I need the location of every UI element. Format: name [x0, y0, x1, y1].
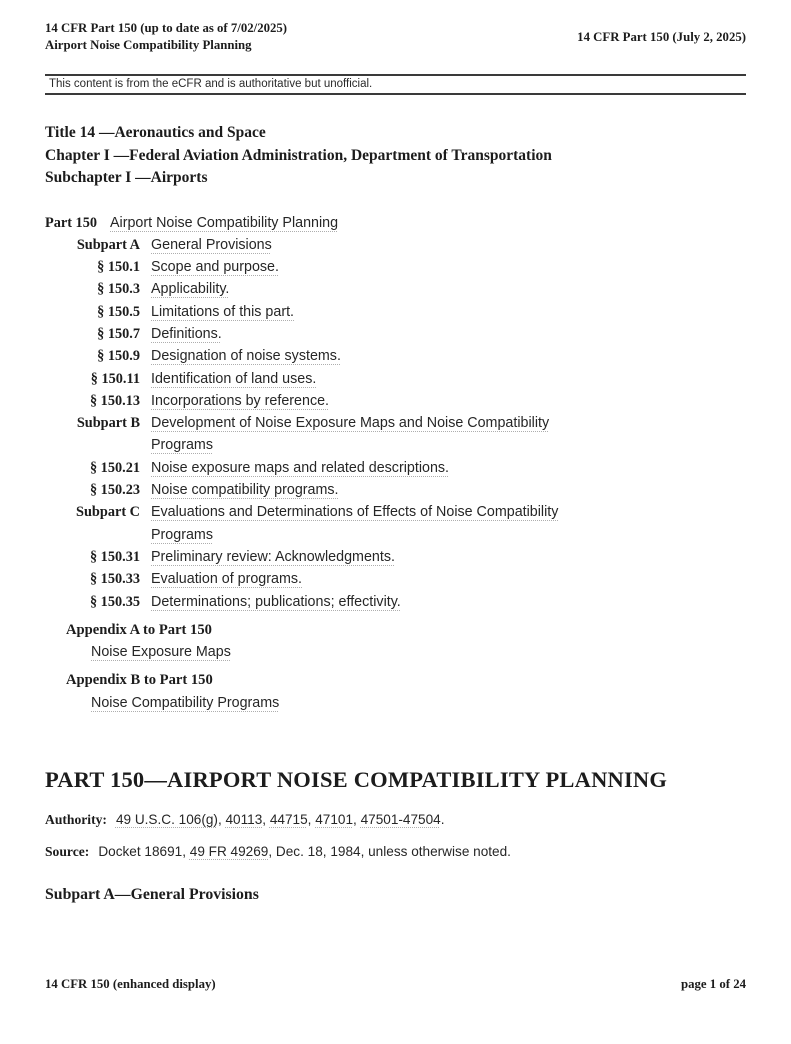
toc-link-150-21[interactable]: Noise exposure maps and related descriptions.	[151, 459, 450, 476]
toc-label: § 150.5	[97, 303, 140, 320]
appendix-b-label: Appendix B to Part 150	[66, 672, 213, 689]
toc-link-part-150[interactable]: Airport Noise Compatibility Planning	[110, 214, 339, 231]
toc-appendix-a	[45, 619, 746, 664]
toc-row-subpart	[45, 501, 746, 546]
toc-label: Subpart C	[76, 504, 140, 521]
toc-link-subpart-c[interactable]: Evaluations and Determinations of Effects of Noise Compatibility Programs	[151, 504, 559, 543]
toc-link-150-3[interactable]: Applicability.	[151, 281, 230, 298]
toc-link-150-23[interactable]: Noise compatibility programs.	[151, 482, 339, 499]
toc-link-appendix-b[interactable]: Noise Compatibility Programs	[91, 694, 280, 711]
hierarchy-subchapter: Subchapter I —Airports	[45, 169, 208, 186]
ecfr-disclaimer-banner: This content is from the eCFR and is authoritative but unofficial.	[45, 74, 746, 95]
toc-row-section	[45, 457, 746, 479]
appendix-a-link-line	[91, 641, 746, 663]
toc-link-150-1[interactable]: Scope and purpose.	[151, 259, 279, 276]
toc-label: § 150.35	[89, 593, 140, 610]
toc-label: Subpart B	[76, 415, 140, 432]
toc-row-section	[45, 323, 746, 345]
authority-label: Authority:	[45, 812, 107, 828]
toc-row-section	[45, 345, 746, 367]
toc-label: § 150.13	[89, 392, 140, 409]
subpart-a-heading: Subpart A—General Provisions	[45, 886, 259, 904]
toc-row-subpart	[45, 412, 746, 457]
footer-page-number: page 1 of 24	[680, 977, 746, 991]
toc-label: Subpart A	[76, 236, 140, 253]
toc-row-section	[45, 390, 746, 412]
authority-separator: ,	[353, 812, 361, 828]
toc-label: § 150.9	[97, 348, 140, 365]
toc-link-subpart-a[interactable]: General Provisions	[151, 236, 272, 253]
toc-label: § 150.31	[89, 548, 140, 565]
authority-line	[45, 811, 746, 829]
table-of-contents	[45, 212, 746, 715]
header-left	[45, 20, 287, 54]
authority-separator: ,	[217, 812, 226, 828]
toc-label: § 150.23	[89, 482, 140, 499]
authority-terminator: .	[440, 812, 445, 828]
source-label: Source:	[45, 844, 90, 860]
toc-row-section	[45, 278, 746, 300]
authority-separator: ,	[307, 812, 316, 828]
toc-label: § 150.11	[90, 370, 140, 387]
source-line	[45, 843, 746, 861]
toc-row-part	[45, 212, 746, 234]
appendix-a-label: Appendix A to Part 150	[66, 621, 212, 638]
toc-link-appendix-a[interactable]: Noise Exposure Maps	[91, 644, 231, 661]
toc-link-150-33[interactable]: Evaluation of programs.	[151, 571, 302, 588]
page-header	[45, 20, 746, 54]
document-page	[0, 20, 791, 1044]
part-heading: PART 150—AIRPORT NOISE COMPATIBILITY PLANNING	[45, 767, 668, 793]
source-link-fr[interactable]: 49 FR 49269	[189, 844, 269, 860]
toc-link-150-31[interactable]: Preliminary review: Acknowledgments.	[151, 548, 395, 565]
toc-row-section	[45, 479, 746, 501]
page-footer	[45, 977, 746, 992]
appendix-b-link-line	[91, 692, 746, 714]
authority-link-40113[interactable]: 40113	[225, 812, 263, 828]
toc-label: § 150.3	[97, 281, 140, 298]
toc-label: § 150.1	[97, 259, 140, 276]
footer-left: 14 CFR 150 (enhanced display)	[45, 977, 216, 991]
source-suffix: , Dec. 18, 1984, unless otherwise noted.	[268, 844, 511, 860]
hierarchy-title: Title 14 —Aeronautics and Space	[45, 124, 266, 141]
authority-link-usc[interactable]: 49 U.S.C. 106(g)	[115, 812, 218, 828]
header-right-citation: 14 CFR Part 150 (July 2, 2025)	[577, 29, 746, 44]
toc-link-150-35[interactable]: Determinations; publications; effectivity.	[151, 593, 401, 610]
authority-link-47501[interactable]: 47501-47504	[360, 812, 441, 828]
toc-label: § 150.21	[89, 459, 140, 476]
authority-separator: ,	[262, 812, 270, 828]
toc-row-section	[45, 568, 746, 590]
toc-label: § 150.7	[97, 325, 140, 342]
toc-link-150-9[interactable]: Designation of noise systems.	[151, 348, 341, 365]
toc-label: § 150.33	[89, 571, 140, 588]
toc-row-section	[45, 368, 746, 390]
hierarchy-chapter: Chapter I —Federal Aviation Administration, Department of Transportation	[45, 146, 552, 164]
toc-label: Part 150	[45, 214, 98, 231]
toc-link-150-13[interactable]: Incorporations by reference.	[151, 392, 330, 409]
toc-link-150-7[interactable]: Definitions.	[151, 325, 222, 342]
authority-link-44715[interactable]: 44715	[269, 812, 308, 828]
authority-link-47101[interactable]: 47101	[315, 812, 354, 828]
header-title-line1: 14 CFR Part 150 (up to date as of 7/02/2025)	[45, 21, 288, 35]
header-title-line2: Airport Noise Compatibility Planning	[45, 38, 252, 52]
toc-link-150-11[interactable]: Identification of land uses.	[151, 370, 317, 387]
toc-row-subpart	[45, 234, 746, 256]
toc-row-section	[45, 301, 746, 323]
toc-row-section	[45, 546, 746, 568]
toc-appendix-b	[45, 669, 746, 714]
toc-row-section	[45, 591, 746, 613]
toc-link-subpart-b[interactable]: Development of Noise Exposure Maps and Noise Compatibility Programs	[151, 415, 550, 454]
toc-link-150-5[interactable]: Limitations of this part.	[151, 303, 295, 320]
toc-row-section	[45, 256, 746, 278]
regulation-hierarchy	[45, 122, 746, 190]
source-prefix: Docket 18691,	[98, 844, 190, 860]
